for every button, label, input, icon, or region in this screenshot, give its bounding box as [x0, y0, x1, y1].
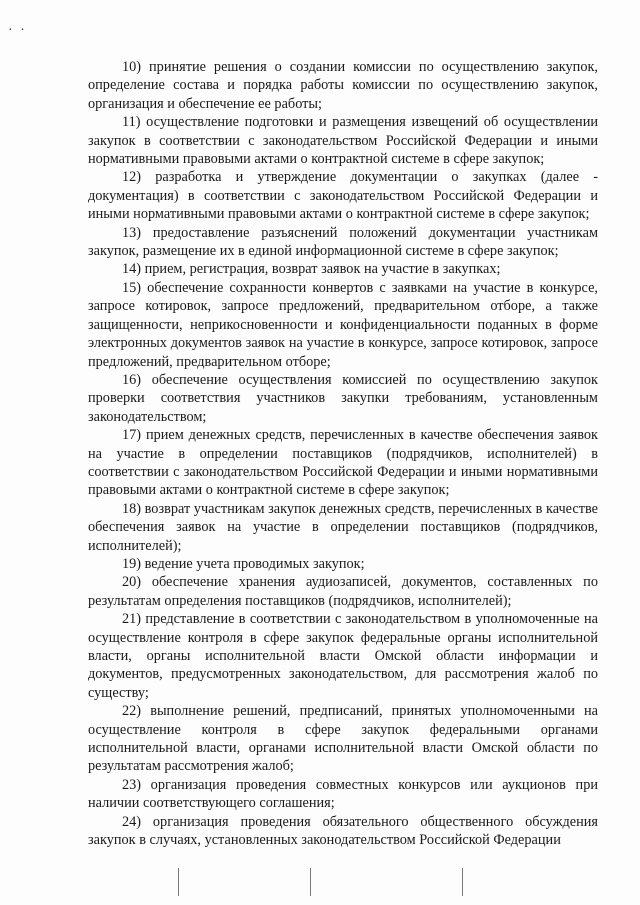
binding-mark [462, 868, 463, 896]
list-item: 11) осуществление подготовки и размещения извещений об осуществлении закупок в соответствии с законодательством Российской Федерации и иными нормативными правовыми актами о контрактной системе в сфере закупок; [88, 114, 598, 168]
binding-mark [310, 868, 311, 896]
list-item: 17) прием денежных средств, перечисленных в качестве обеспечения заявок на участие в определении поставщиков (подрядчиков, исполнителей) в соответствии с законодательством Российской Федерации и иными нормативными правовыми актами о контрактной системе в сфере закупок; [88, 427, 598, 499]
document-body [88, 58, 598, 849]
list-item: 21) представление в соответствии с законодательством в уполномоченные на осуществление контроля в сфере закупок федеральные органы исполнительной власти, органы исполнительной власти Омской области информации и документов, предусмотренных законодательством, для рассмотрения жалоб по существу; [88, 611, 598, 701]
list-item: 18) возврат участникам закупок денежных средств, перечисленных в качестве обеспечения заявок на участие в определении поставщиков (подрядчиков, исполнителей); [88, 500, 598, 554]
list-item: 23) организация проведения совместных конкурсов или аукционов при наличии соответствующего соглашения; [88, 776, 598, 812]
binding-mark [178, 868, 179, 896]
list-item: 20) обеспечение хранения аудиозаписей, документов, составленных по результатам определения поставщиков (подрядчиков, исполнителей); [88, 574, 598, 609]
list-item: 24) организация проведения обязательного общественного обсуждения закупок в случаях, установленных законодательством Российской Федерации [88, 813, 598, 849]
scan-marks [8, 23, 27, 38]
list-item: 13) предоставление разъяснений положений документации участникам закупок, размещение их в единой информационной системе в сфере закупок; [88, 224, 598, 260]
list-item: 14) прием, регистрация, возврат заявок на участие в закупках; [122, 261, 501, 278]
list-item: 16) обеспечение осуществления комиссией по осуществлению закупок проверки соответствия участников закупки требованиям, установленным законодательством; [88, 371, 598, 425]
list-item: 22) выполнение решений, предписаний, принятых уполномоченными на осуществление контроля в сфере закупок федеральными органами исполнительной власти, органами исполнительной власти Омской области по результатам рассмотрения жалоб; [88, 703, 598, 775]
list-item: 10) принятие решения о создании комиссии по осуществлению закупок, определение состава и порядка работы комиссии по осуществлению закупок, организация и обеспечение ее работы; [88, 59, 598, 112]
list-item: 12) разработка и утверждение документации о закупках (далее - документация) в соответствии с законодательством Российской Федерации и иными нормативными правовыми актами о контрактной системе в сфере закупок; [88, 169, 598, 223]
scan-mark-text: · · [8, 23, 27, 38]
list-item: 19) ведение учета проводимых закупок; [122, 555, 365, 572]
list-item: 15) обеспечение сохранности конвертов с заявками на участие в конкурсе, запросе котировок, запросе предложений, предварительном отборе, а также защищенности, неприкосновенности и конфиденциальности поданных в форме электронных документов заявок на участие в конкурсе, запросе котировок, запросе предложений, предварительном отборе; [88, 279, 598, 370]
